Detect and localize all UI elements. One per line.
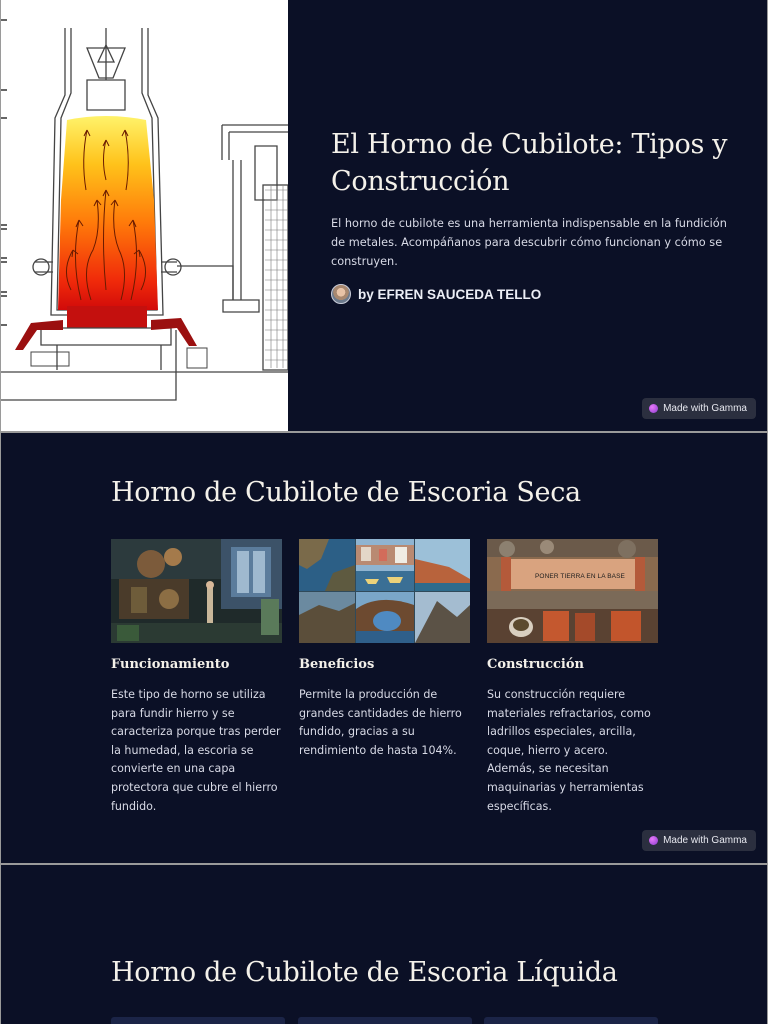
badge-label: Made with Gamma [663,403,747,414]
card-text: Permite la producción de grandes cantidades de hierro fundido, gracias a su rendimiento de hasta 104%. [299,688,462,757]
slide-title: Horno de Cubilote de Escoria Líquida [111,957,618,988]
card-heading: Construcción [487,657,584,672]
card-functioning [111,539,283,816]
gamma-logo-icon [649,836,658,845]
card-top-edge [111,1017,285,1024]
card-text: Este tipo de horno se utiliza para fundir hierro y se caracteriza porque tras perder la humedad, la escoria se convierte en una capa protectora que cubre el hierro fundido. [111,688,281,813]
workshop-image [111,539,282,643]
card-heading: Beneficios [299,657,375,672]
liquid-slag-slide [1,865,767,1024]
made-with-gamma-badge[interactable] [642,830,756,851]
coastal-collage-image [299,539,470,643]
title-slide [1,0,767,431]
badge-label: Made with Gamma [663,835,747,846]
card-benefits [299,539,471,760]
photo-caption: PONER TIERRA EN LA BASE [535,573,625,580]
slide-title: El Horno de Cubilote: Tipos y Construcción [331,129,728,197]
slide-intro-text: El horno de cubilote es una herramienta indispensable en la fundición de metales. Acompáñanos para descubrir cómo funcionan y cómo se construyen. [331,217,727,268]
card-text: Su construcción requiere materiales refractarios, como ladrillos especiales, arcilla, coque, hierro y acero. Además, se necesitan maquinarias y herramientas específicas. [487,688,651,813]
author-byline[interactable] [331,284,541,304]
author-avatar [331,284,351,304]
made-with-gamma-badge[interactable] [642,398,756,419]
slide-title: Horno de Cubilote de Escoria Seca [111,477,581,508]
card-top-edge [298,1017,472,1024]
construction-photo [487,539,658,643]
author-name: by EFREN SAUCEDA TELLO [358,286,542,302]
cupola-furnace-diagram [1,0,288,431]
dry-slag-slide [1,433,767,863]
card-construction [487,539,659,816]
gamma-logo-icon [649,404,658,413]
card-top-edge [484,1017,658,1024]
card-heading: Funcionamiento [111,657,230,672]
